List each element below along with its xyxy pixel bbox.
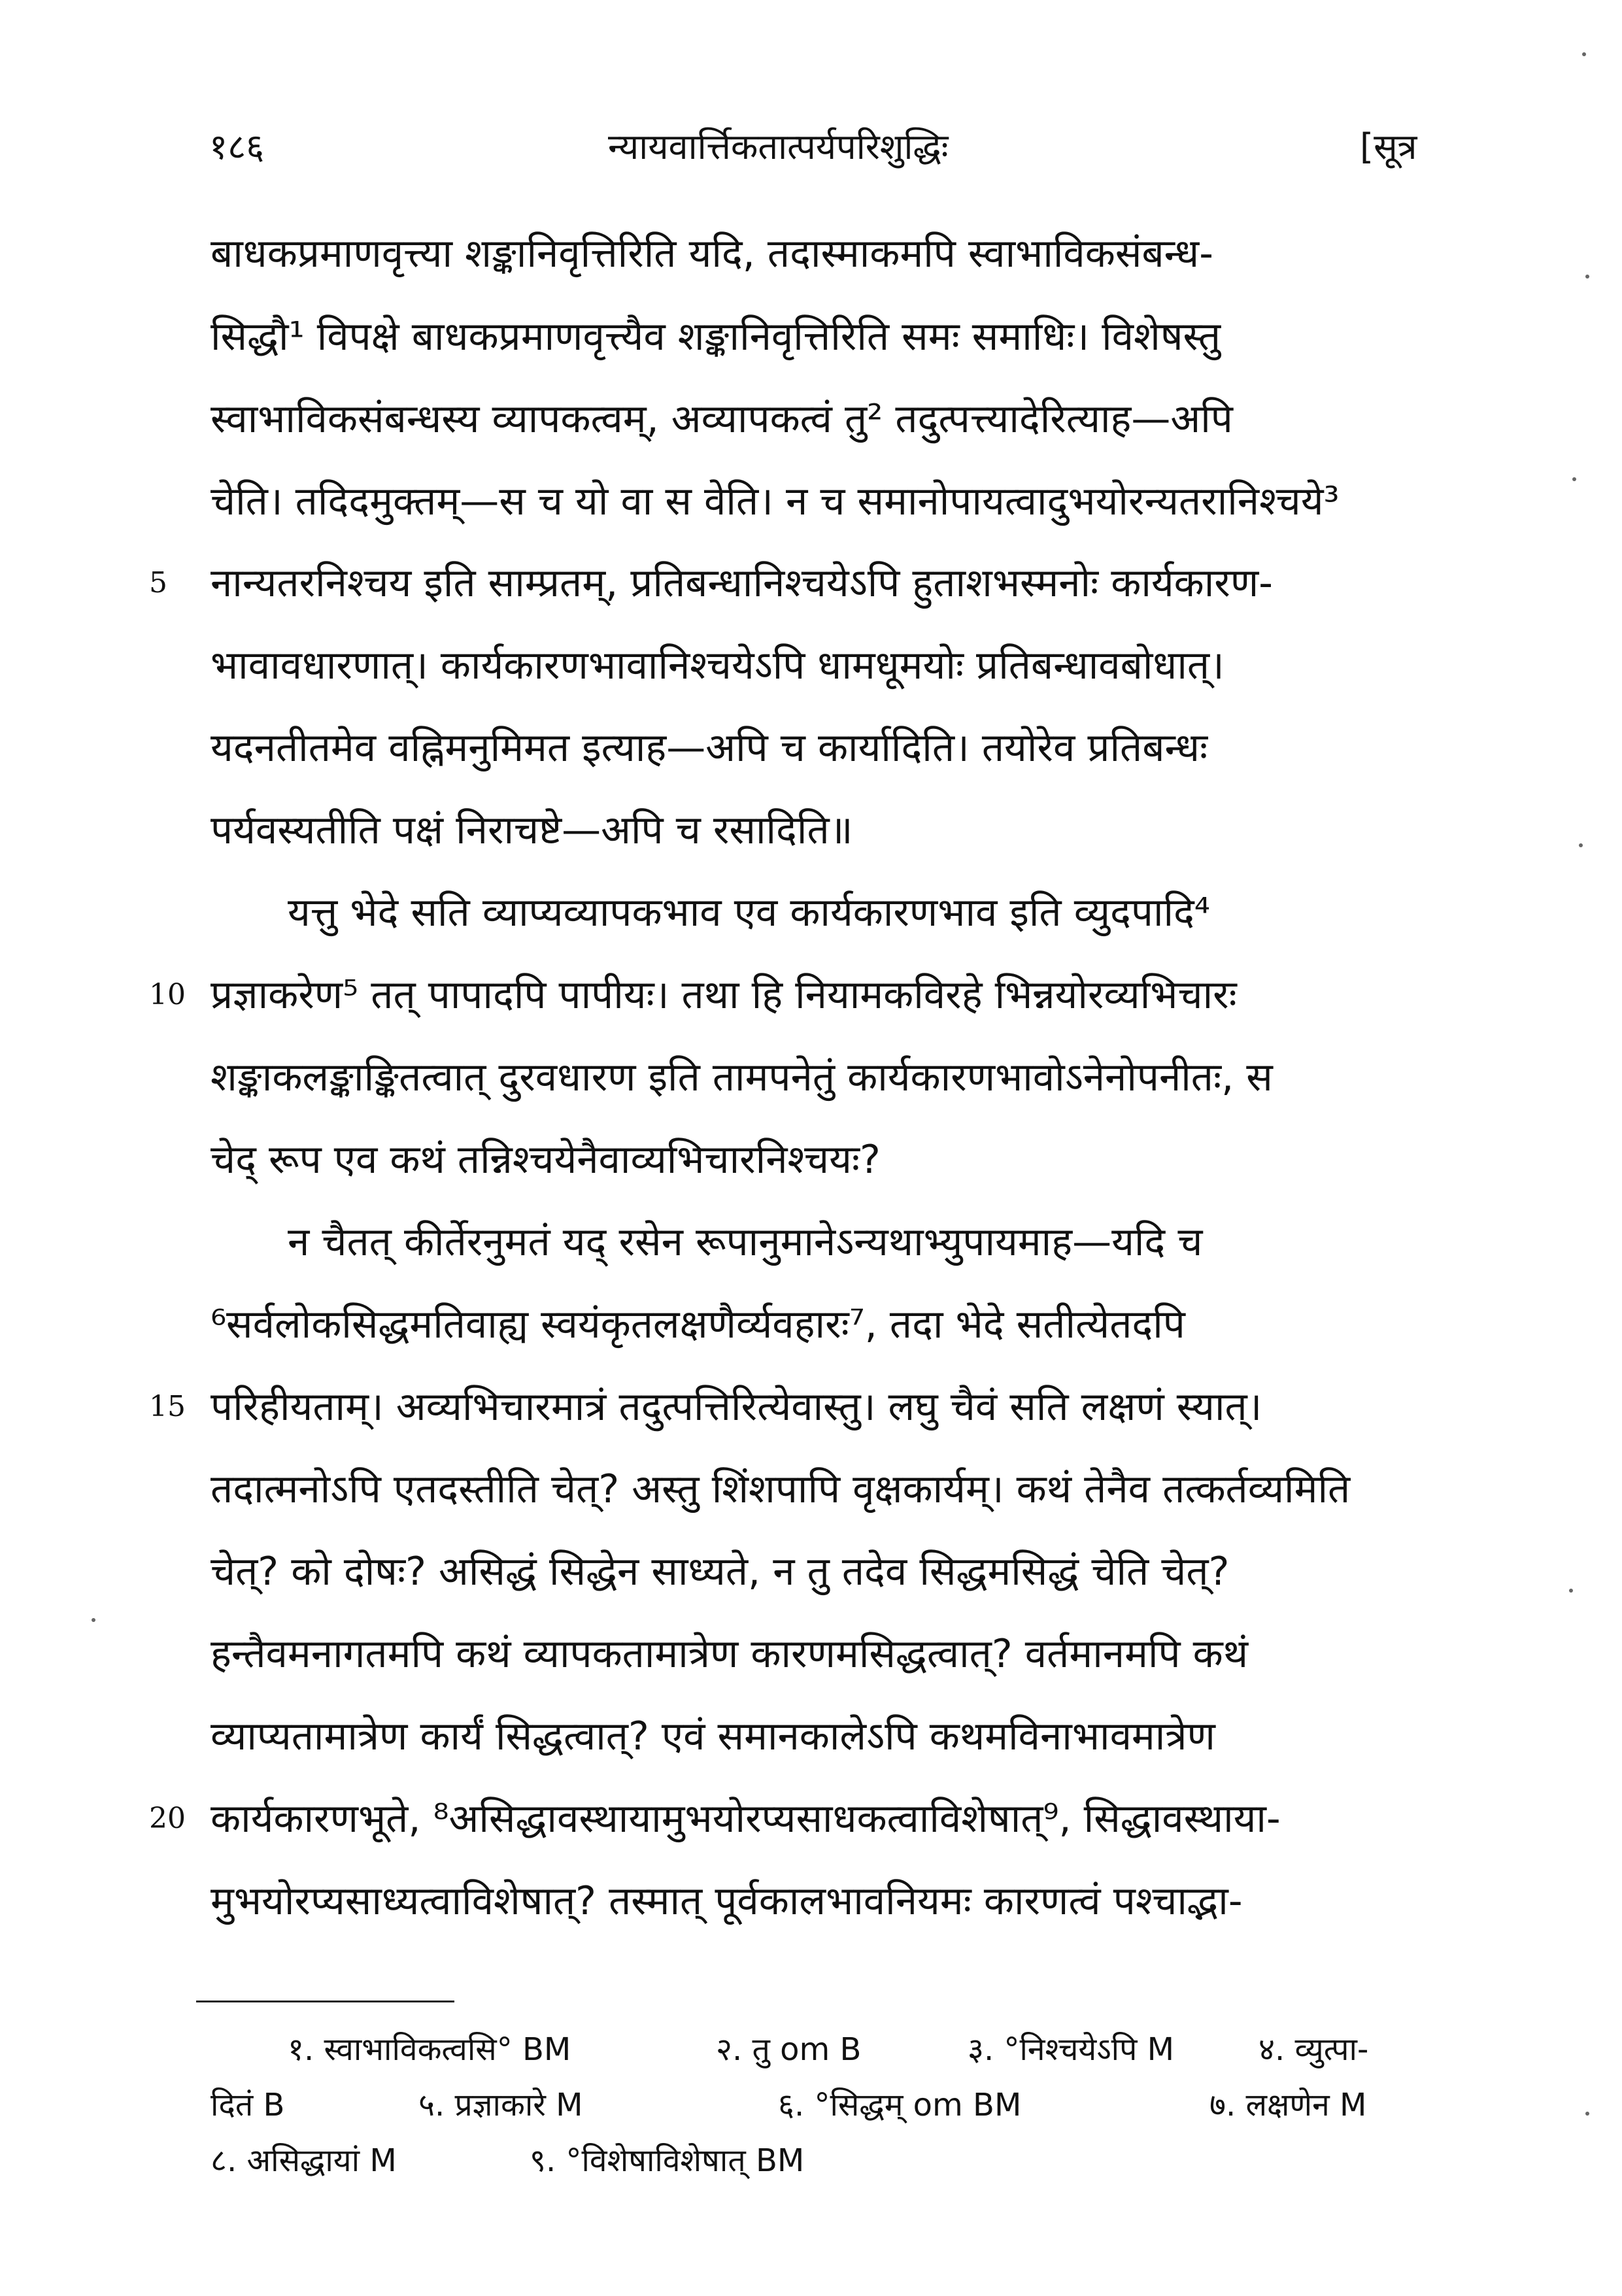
text-line-paragraph-start: यत्तु भेदे सति व्याप्यव्यापकभाव एव कार्यकारणभाव इति व्युदपादि⁴ bbox=[288, 890, 1210, 936]
text-line: प्रज्ञाकरेण⁵ तत् पापादपि पापीयः। तथा हि नियामकविरहे भिन्नयोरव्यभिचारः bbox=[211, 972, 1237, 1018]
text-line: पर्यवस्यतीति पक्षं निराचष्टे—अपि च रसादिति॥ bbox=[211, 807, 853, 853]
scan-speck bbox=[1572, 477, 1576, 481]
section-marker: [सूत्र bbox=[1360, 126, 1417, 167]
text-line: परिहीयताम्। अव्यभिचारमात्रं तदुत्पत्तिरित्येवास्तु। लघु चैवं सति लक्षणं स्यात्। bbox=[211, 1384, 1262, 1430]
scan-speck bbox=[1585, 2112, 1589, 2116]
text-line: स्वाभाविकसंबन्धस्य व्यापकत्वम्, अव्यापकत्वं तु² तदुत्पत्त्यादेरित्याह—अपि bbox=[211, 396, 1233, 442]
text-line: मुभयोरप्यसाध्यत्वाविशेषात्? तस्मात् पूर्वकालभावनियमः कारणत्वं पश्चाद्भा- bbox=[211, 1878, 1243, 1924]
scan-speck bbox=[1582, 52, 1586, 56]
text-line: कार्यकारणभूते, ⁸असिद्धावस्थायामुभयोरप्यसाधकत्वाविशेषात्⁹, सिद्धावस्थाया- bbox=[211, 1796, 1281, 1842]
footnote: ४. व्युत्पा- bbox=[1259, 2031, 1369, 2068]
scan-speck bbox=[1585, 275, 1589, 279]
footnote: १. स्वाभाविकत्वसि° BM bbox=[288, 2031, 571, 2068]
footnote: ७. लक्षणेन M bbox=[1209, 2087, 1367, 2123]
scan-speck bbox=[92, 1618, 95, 1622]
text-line: चेद् रूप एव कथं तन्निश्चयेनैवाव्यभिचारनिश्चयः? bbox=[211, 1137, 881, 1183]
page-number: १८६ bbox=[209, 126, 265, 167]
text-line: व्याप्यतामात्रेण कार्यं सिद्धत्वात्? एवं समानकालेऽपि कथमविनाभावमात्रेण bbox=[211, 1714, 1215, 1759]
running-title: न्यायवार्त्तिकतात्पर्यपरिशुद्धिः bbox=[608, 126, 949, 167]
text-line: बाधकप्रमाणवृत्त्या शङ्कानिवृत्तिरिति यदि, तदास्माकमपि स्वाभाविकसंबन्ध- bbox=[211, 231, 1213, 277]
text-line: शङ्काकलङ्काङ्कितत्वात् दुरवधारण इति तामपनेतुं कार्यकारणभावोऽनेनोपनीतः, स bbox=[211, 1055, 1273, 1100]
line-number: 5 bbox=[149, 566, 167, 599]
text-line-paragraph-start: न चैतत् कीर्तेरनुमतं यद् रसेन रूपानुमानेऽन्यथाभ्युपायमाह—यदि च bbox=[288, 1219, 1203, 1265]
scan-speck bbox=[1569, 1589, 1573, 1593]
text-line: तदात्मनोऽपि एतदस्तीति चेत्? अस्तु शिंशपापि वृक्षकार्यम्। कथं तेनैव तत्कर्तव्यमिति bbox=[211, 1466, 1351, 1512]
footnote: ६. °सिद्धम् om BM bbox=[778, 2087, 1022, 2123]
footnote: दितं B bbox=[211, 2087, 285, 2123]
text-line: हन्तैवमनागतमपि कथं व्यापकतामात्रेण कारणमसिद्धत्वात्? वर्तमानमपि कथं bbox=[211, 1631, 1249, 1677]
text-line: ⁶सर्वलोकसिद्धमतिवाह्य स्वयंकृतलक्षणैर्व्यवहारः⁷, तदा भेदे सतीत्येतदपि bbox=[211, 1302, 1185, 1347]
footnote: ५. प्रज्ञाकारे M bbox=[418, 2087, 583, 2123]
scan-speck bbox=[1579, 843, 1583, 847]
text-line: सिद्धौ¹ विपक्षे बाधकप्रमाणवृत्त्यैव शङ्कानिवृत्तिरिति समः समाधिः। विशेषस्तु bbox=[211, 314, 1221, 360]
footnote: ३. °निश्चयेऽपि M bbox=[968, 2031, 1175, 2068]
footnote-divider bbox=[196, 2001, 454, 2002]
text-line: यदनतीतमेव वह्निमनुमिमत इत्याह—अपि च कार्यादिति। तयोरेव प्रतिबन्धः bbox=[211, 725, 1208, 771]
footnote: ९. °विशेषाविशेषात् BM bbox=[530, 2142, 805, 2179]
text-line: भावावधारणात्। कार्यकारणभावानिश्चयेऽपि धामधूमयोः प्रतिबन्धावबोधात्। bbox=[211, 643, 1225, 688]
text-line: चेति। तदिदमुक्तम्—स च यो वा स वेति। न च समानोपायत्वादुभयोरन्यतरानिश्चये³ bbox=[211, 479, 1340, 524]
text-line: चेत्? को दोषः? असिद्धं सिद्धेन साध्यते, न तु तदेव सिद्धमसिद्धं चेति चेत्? bbox=[211, 1549, 1230, 1595]
footnote: २. तु om B bbox=[716, 2031, 862, 2068]
line-number: 15 bbox=[149, 1390, 186, 1423]
line-number: 20 bbox=[149, 1802, 186, 1835]
footnote: ८. असिद्धायां M bbox=[211, 2142, 397, 2179]
line-number: 10 bbox=[149, 978, 186, 1011]
text-line: नान्यतरनिश्चय इति साम्प्रतम्, प्रतिबन्धानिश्चयेऽपि हुताशभस्मनोः कार्यकारण- bbox=[211, 560, 1273, 606]
